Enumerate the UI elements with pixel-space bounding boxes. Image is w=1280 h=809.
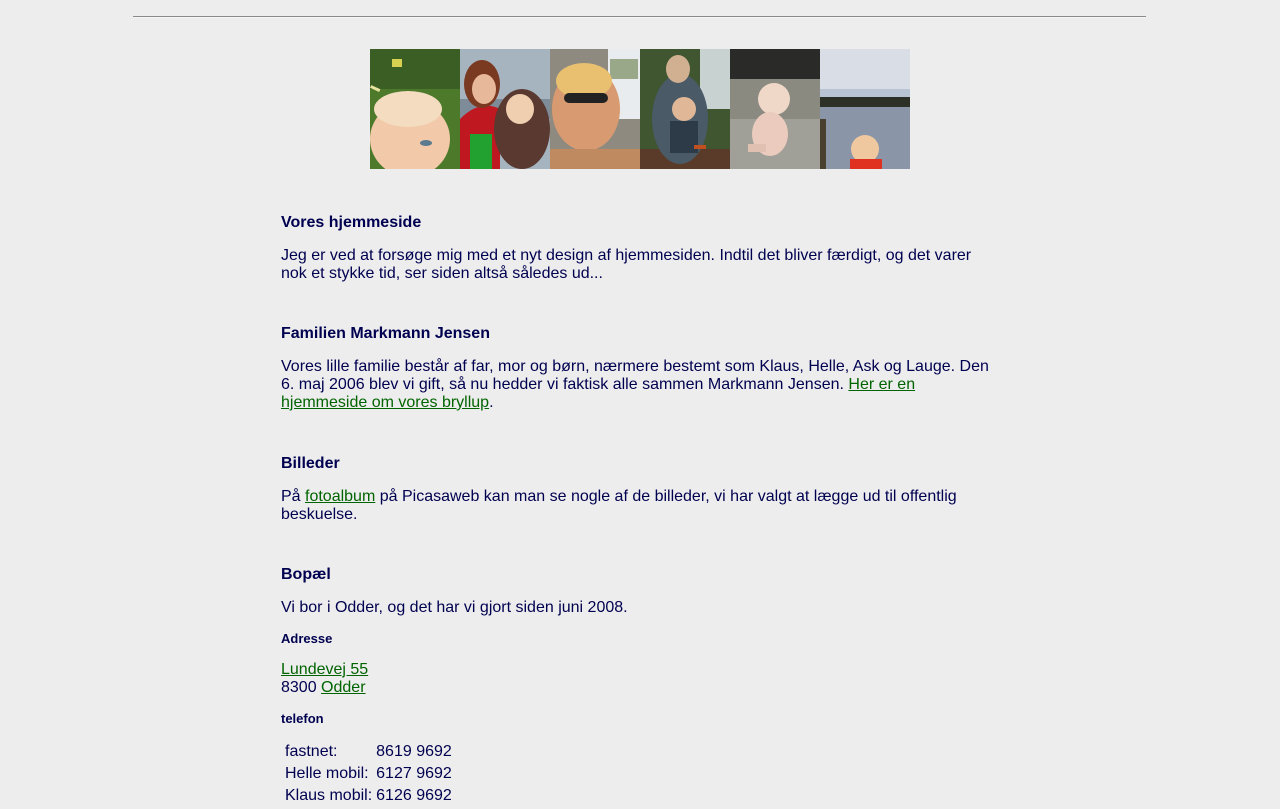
photo-baby-on-grass (370, 49, 460, 169)
photo-mother-with-baby (460, 49, 550, 169)
family-text-body: Vores lille familie består af far, mor og børn, nærmere bestemt som Klaus, Helle, Ask og Lauge. Den 6. maj 2006 blev vi gift, så nu hedder vi faktisk alle sammen Markmann Jensen. (281, 358, 989, 393)
top-divider (133, 16, 1146, 18)
heading-home: Vores hjemmeside (281, 214, 422, 231)
postcode: 8300 (281, 679, 322, 696)
section-family (281, 324, 996, 412)
phone-number: 6127 9692 (376, 765, 452, 782)
home-text: Jeg er ved at forsøge mig med et nyt design af hjemmesiden. Indtil det bliver færdigt, og det varer nok et stykke tid, ser siden altså således ud... (281, 247, 972, 282)
family-text-end: . (489, 394, 494, 411)
family-text (281, 358, 996, 412)
street-link[interactable]: Lundevej 55 (281, 661, 369, 678)
phone-label: fastnet: (285, 743, 338, 760)
pictures-text-start: På (281, 488, 306, 505)
section-home (281, 213, 996, 283)
residence-text: Vi bor i Odder, og det har vi gjort siden juni 2008. (281, 599, 628, 616)
heading-pictures: Billeder (281, 455, 340, 472)
photo-child-at-lake (820, 49, 910, 169)
phone-label: Klaus mobil: (285, 787, 373, 804)
phone-number: 8619 9692 (376, 743, 452, 760)
photo-strip (370, 49, 910, 169)
phone-row (284, 787, 453, 805)
city-link[interactable]: Odder (321, 679, 366, 696)
wedding-link[interactable]: Her er en hjemmeside om vores bryllup (281, 376, 916, 411)
phone-table (282, 739, 455, 809)
phone-heading: telefon (281, 711, 324, 726)
section-residence (281, 565, 996, 809)
phone-row (284, 765, 453, 783)
phone-row (284, 743, 453, 761)
heading-family: Familien Markmann Jensen (281, 325, 490, 342)
address (281, 661, 996, 697)
main-content (281, 213, 996, 809)
photo-album-link[interactable]: fotoalbum (305, 488, 376, 505)
photo-father-with-son-in-forest (640, 49, 730, 169)
heading-residence: Bopæl (281, 566, 331, 583)
photo-boy-with-sunglasses (550, 49, 640, 169)
photo-child-in-water (730, 49, 820, 169)
pictures-text-end: på Picasaweb kan man se nogle af de billeder, vi har valgt at lægge ud til offentlig beskuelse. (281, 488, 957, 523)
address-heading: Adresse (281, 631, 333, 646)
pictures-text (281, 488, 996, 524)
phone-label: Helle mobil: (285, 765, 369, 782)
phone-number: 6126 9692 (376, 787, 452, 804)
section-pictures (281, 454, 996, 524)
